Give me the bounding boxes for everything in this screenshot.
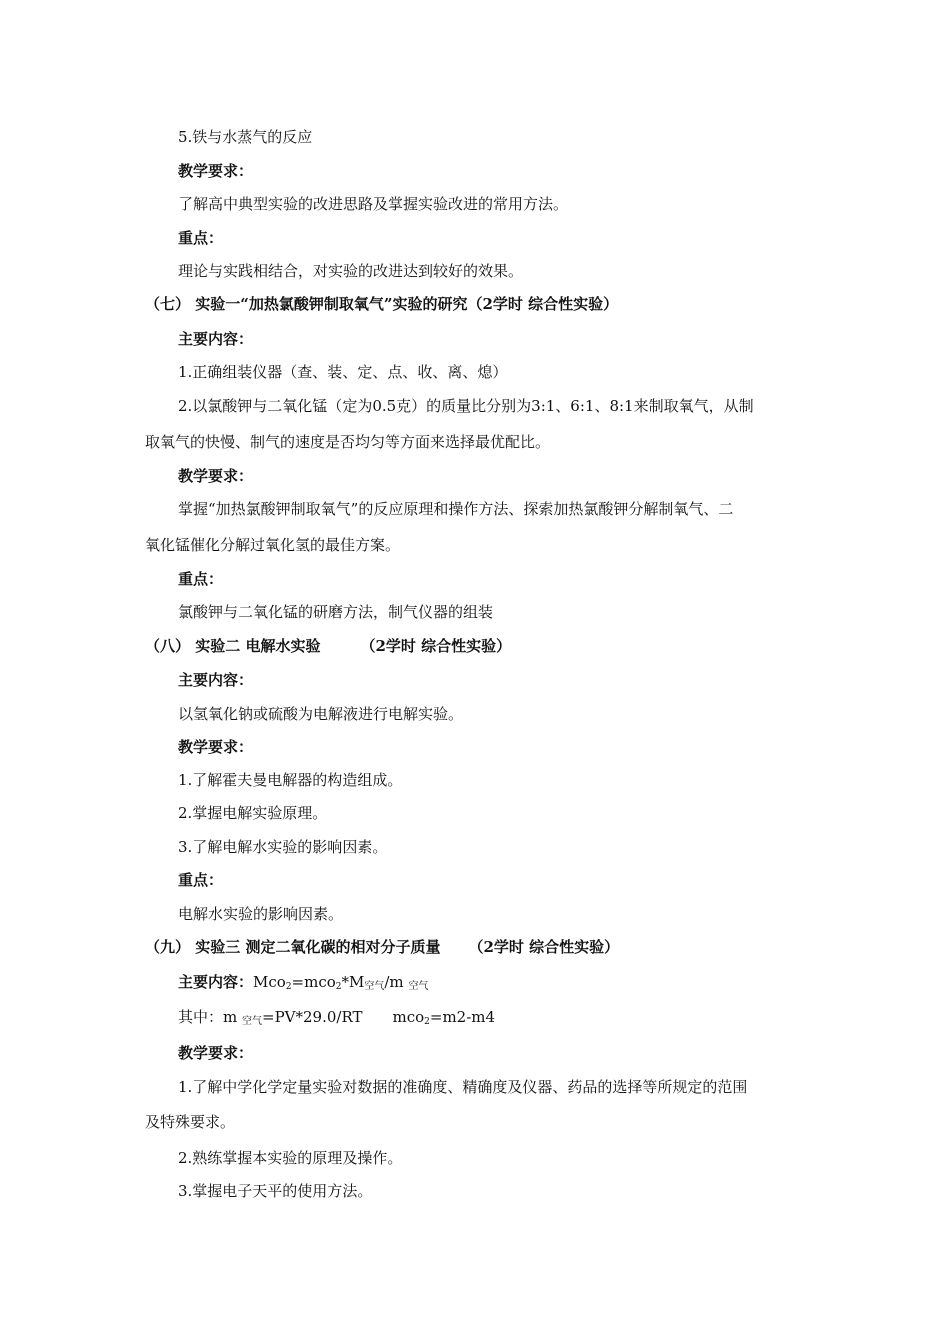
- formula-subscript: 空气: [242, 1016, 263, 1027]
- formula-part: =m2-m4: [429, 1008, 496, 1026]
- formula-subscript: 2: [335, 982, 342, 992]
- main-content-formula-line: [178, 972, 428, 997]
- section-title: （八） 实验二 电解水实验: [145, 637, 321, 655]
- heading-key-points: 重点：: [178, 570, 224, 588]
- paragraph: 以氢氧化钠或硫酸为电解液进行电解实验。: [178, 705, 464, 723]
- formula-part: =PV*29.0/RT: [262, 1008, 363, 1026]
- heading-teaching-requirements: 教学要求：: [178, 738, 254, 756]
- heading-main-content: 主要内容：: [178, 330, 254, 348]
- section-heading-8: [145, 636, 511, 656]
- paragraph: 理论与实践相结合，对实验的改进达到较好的效果。: [178, 262, 524, 280]
- formula-part: *M: [341, 973, 365, 991]
- list-item: 3.了解电解水实验的影响因素。: [178, 838, 388, 856]
- formula-part: /m: [384, 973, 404, 991]
- formula-subscript: 空气: [364, 981, 385, 992]
- list-item: 1.正确组装仪器（查、装、定、点、收、离、熄）: [178, 363, 508, 381]
- formula-part: mco: [392, 1008, 425, 1026]
- formula-part: Mco: [253, 973, 286, 991]
- formula-definition-line: [178, 1007, 495, 1032]
- paragraph-continuation: 取氧气的快慢、制气的速度是否均匀等方面来选择最优配比。: [145, 433, 551, 451]
- list-item: 2.掌握电解实验原理。: [178, 804, 328, 822]
- heading-teaching-requirements: 教学要求：: [178, 162, 254, 180]
- section-meta: （2学时 综合性实验）: [360, 637, 512, 655]
- paragraph: 氯酸钾与二氧化锰的研磨方法，制气仪器的组装: [178, 603, 494, 621]
- paragraph: 电解水实验的影响因素。: [178, 905, 344, 923]
- paragraph-continuation: 及特殊要求。: [145, 1113, 236, 1131]
- formula-subscript: 空气: [408, 981, 429, 992]
- paragraph: 掌握“加热氯酸钾制取氧气”的反应原理和操作方法、探索加热氯酸钾分解制氧气、二: [178, 500, 734, 518]
- formula-part: =mco: [291, 973, 336, 991]
- heading-key-points: 重点：: [178, 229, 224, 247]
- heading-main-content: 主要内容：: [178, 973, 254, 991]
- formula-subscript: 2: [424, 1017, 430, 1027]
- section-heading-9: [145, 937, 619, 957]
- heading-key-points: 重点：: [178, 871, 224, 889]
- formula-part: 其中：m: [178, 1008, 238, 1026]
- list-item: 2.以氯酸钾与二氧化锰（定为0.5克）的质量比分别为3:1、6:1、8:1来制取氧气，从制: [178, 397, 754, 415]
- paragraph-continuation: 氧化锰催化分解过氧化氢的最佳方案。: [145, 536, 401, 554]
- section-title: （九） 实验三 测定二氧化碳的相对分子质量: [145, 938, 441, 956]
- list-item: 1.了解中学化学定量实验对数据的准确度、精确度及仪器、药品的选择等所规定的范围: [178, 1078, 748, 1096]
- section-heading-7: （七） 实验一“加热氯酸钾制取氧气”实验的研究（2学时 综合性实验）: [145, 295, 619, 313]
- heading-teaching-requirements: 教学要求：: [178, 1044, 254, 1062]
- section-meta: （2学时 综合性实验）: [468, 938, 620, 956]
- list-item: 5.铁与水蒸气的反应: [178, 128, 313, 146]
- formula: [253, 973, 428, 991]
- heading-teaching-requirements: 教学要求：: [178, 467, 254, 485]
- list-item: 1.了解霍夫曼电解器的构造组成。: [178, 771, 403, 789]
- paragraph: 了解高中典型实验的改进思路及掌握实验改进的常用方法。: [178, 195, 569, 213]
- list-item: 2.熟练掌握本实验的原理及操作。: [178, 1149, 403, 1167]
- heading-main-content: 主要内容：: [178, 671, 254, 689]
- formula-subscript: 2: [285, 982, 292, 992]
- list-item: 3.掌握电子天平的使用方法。: [178, 1182, 373, 1200]
